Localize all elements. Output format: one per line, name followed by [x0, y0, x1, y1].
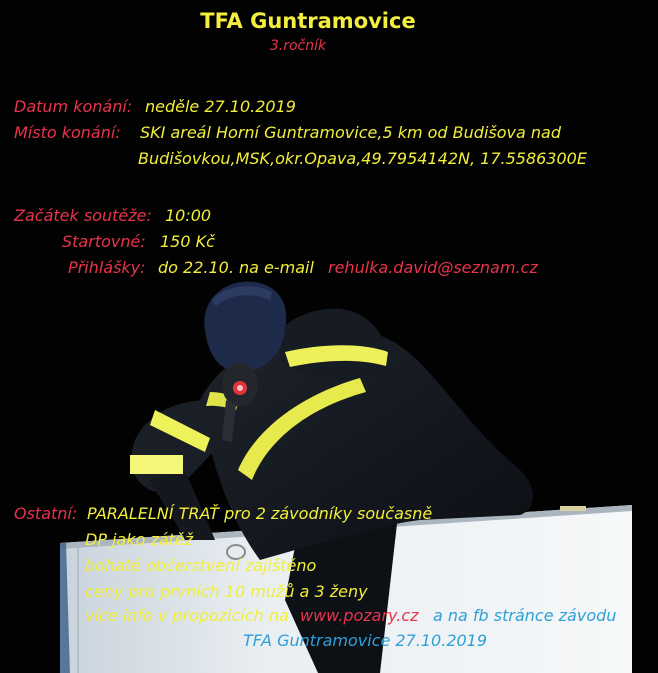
place-label: Místo konání: [14, 123, 121, 142]
start-label: Začátek soutěže: [14, 206, 152, 225]
other-line-3: bohaté občerstvení zajištěno [85, 556, 317, 575]
other-line-5-prefix: více info v propozicích na [85, 606, 289, 625]
fee-label: Startovné: [62, 232, 146, 251]
reflective-stripe [130, 455, 183, 474]
registration-value: do 22.10. na e-mail [158, 258, 314, 277]
other-line-1: PARALELNÍ TRAŤ pro 2 závodníky současně [87, 504, 433, 523]
other-line-5-suffix: a na fb stránce závodu [433, 606, 617, 625]
start-value: 10:00 [165, 206, 212, 225]
fee-value: 150 Kč [160, 232, 215, 251]
pozary-link[interactable]: www.pozary.cz [300, 606, 419, 625]
date-label: Datum konání: [14, 97, 133, 116]
registration-email-link[interactable]: rehulka.david@seznam.cz [328, 258, 538, 277]
edition-label: 3.ročník [269, 38, 327, 54]
date-value: neděle 27.10.2019 [145, 97, 296, 116]
other-line-2: DP jako zátěž [85, 530, 194, 549]
place-line-2: Budišovkou,MSK,okr.Opava,49.7954142N, 17.5586300E [138, 149, 587, 168]
place-line-1: SKI areál Horní Guntramovice,5 km od Budišova nad [140, 123, 561, 142]
other-label: Ostatní: [14, 504, 78, 523]
other-line-6: TFA Guntramovice 27.10.2019 [243, 631, 488, 650]
other-line-4: ceny pro prvních 10 mužů a 3 ženy [85, 582, 368, 601]
registration-label: Přihlášky: [68, 258, 146, 277]
poster-title: TFA Guntramovice [200, 9, 416, 33]
